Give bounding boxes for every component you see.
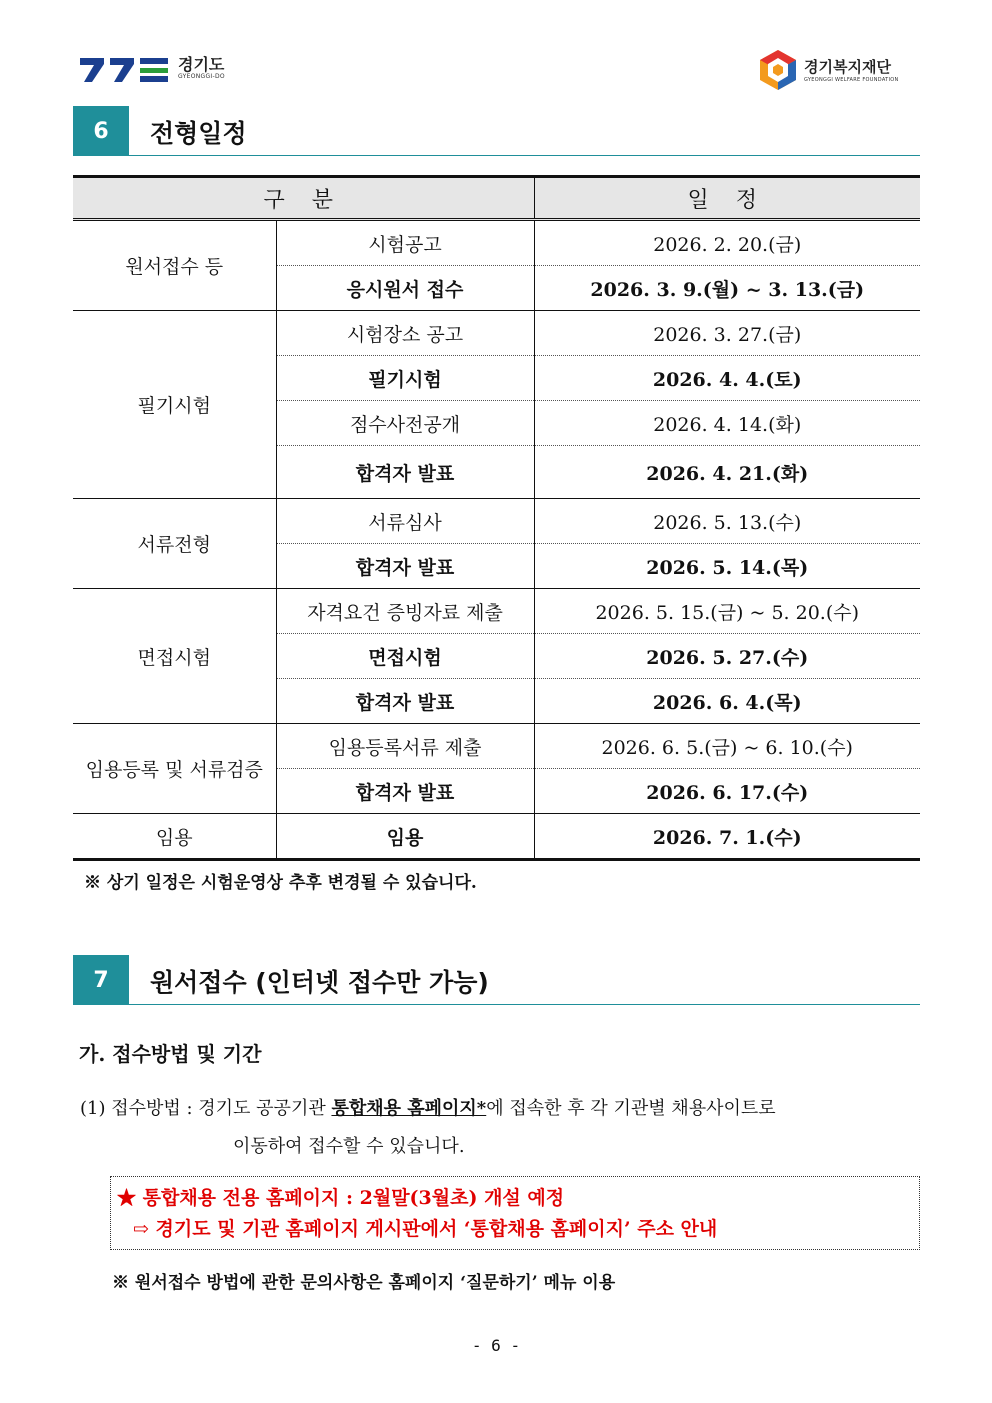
foundation-emblem-icon [758, 48, 798, 92]
date-cell: 2026. 5. 13.(수) [534, 499, 920, 544]
section-7-title: 원서접수 (인터넷 접수만 가능) [150, 968, 489, 997]
table-row [73, 814, 920, 860]
category-cell: 서류전형 [73, 499, 276, 589]
gyeonggi-logo-sub: GYEONGGI-DO [178, 73, 225, 80]
table-row [73, 724, 920, 769]
method-paragraph [80, 1090, 925, 1166]
item-cell: 합격자 발표 [276, 544, 534, 589]
table-row [73, 589, 920, 634]
item-cell: 필기시험 [276, 356, 534, 401]
item-cell: 합격자 발표 [276, 769, 534, 814]
item-cell: 시험공고 [276, 220, 534, 266]
category-cell: 임용 [73, 814, 276, 860]
header-category: 구 분 [73, 177, 534, 220]
section-7-rule [129, 1004, 920, 1005]
date-cell: 2026. 3. 27.(금) [534, 311, 920, 356]
item-cell: 합격자 발표 [276, 446, 534, 499]
foundation-logo-sub: GYEONGGI WELFARE FOUNDATION [804, 77, 899, 83]
category-cell: 면접시험 [73, 589, 276, 724]
page-number: - 6 - [471, 1336, 521, 1355]
item-cell: 합격자 발표 [276, 679, 534, 724]
section-7-number: 7 [73, 955, 129, 1005]
schedule-table [73, 175, 920, 861]
foundation-logo-name: 경기복지재단 [804, 58, 891, 76]
method-line2: 이동하여 접수할 수 있습니다. [233, 1136, 465, 1157]
date-cell: 2026. 3. 9.(월) ~ 3. 13.(금) [534, 266, 920, 311]
method-rest: 에 접속한 후 각 기관별 채용사이트로 [486, 1098, 776, 1119]
subheading-method: 가. 접수방법 및 기간 [79, 1042, 262, 1066]
category-cell: 원서접수 등 [73, 220, 276, 311]
item-cell: 임용등록서류 제출 [276, 724, 534, 769]
notice-line-1: ★ 통합채용 전용 홈페이지 : 2월말(3월초) 개설 예정 [117, 1187, 565, 1209]
gyeonggi-logo [78, 50, 238, 90]
item-cell: 응시원서 접수 [276, 266, 534, 311]
section-6-title: 전형일정 [150, 119, 247, 148]
category-cell: 임용등록 및 서류검증 [73, 724, 276, 814]
item-cell: 점수사전공개 [276, 401, 534, 446]
date-cell: 2026. 4. 4.(토) [534, 356, 920, 401]
header-schedule: 일 정 [534, 177, 920, 220]
section-6-rule [129, 155, 920, 156]
item-cell: 시험장소 공고 [276, 311, 534, 356]
category-cell: 필기시험 [73, 311, 276, 499]
date-cell: 2026. 5. 14.(목) [534, 544, 920, 589]
date-cell: 2026. 2. 20.(금) [534, 220, 920, 266]
gyeonggi-logo-name: 경기도 [178, 55, 225, 74]
item-cell: 임용 [276, 814, 534, 860]
method-label: (1) 접수방법 : 경기도 공공기관 [80, 1098, 332, 1119]
date-cell: 2026. 4. 21.(화) [534, 446, 920, 499]
foundation-logo [758, 48, 928, 92]
date-cell: 2026. 7. 1.(수) [534, 814, 920, 860]
date-cell: 2026. 6. 17.(수) [534, 769, 920, 814]
schedule-note: ※ 상기 일정은 시험운영상 추후 변경될 수 있습니다. [84, 873, 477, 893]
date-cell: 2026. 5. 27.(수) [534, 634, 920, 679]
schedule-table-header [73, 177, 920, 220]
section-6-number: 6 [73, 106, 129, 156]
notice-line-2: ⇨ 경기도 및 기관 홈페이지 게시판에서 ‘통합채용 홈페이지’ 주소 안내 [133, 1218, 718, 1240]
date-cell: 2026. 6. 5.(금) ~ 6. 10.(수) [534, 724, 920, 769]
notice-box [110, 1176, 920, 1250]
gyeonggi-emblem-icon [78, 52, 170, 88]
inquiry-note: ※ 원서접수 방법에 관한 문의사항은 홈페이지 ‘질문하기’ 메뉴 이용 [112, 1273, 616, 1293]
integrated-homepage-link[interactable]: 통합채용 홈페이지* [331, 1098, 487, 1119]
table-row [73, 499, 920, 544]
date-cell: 2026. 6. 4.(목) [534, 679, 920, 724]
item-cell: 자격요건 증빙자료 제출 [276, 589, 534, 634]
date-cell: 2026. 4. 14.(화) [534, 401, 920, 446]
table-row [73, 311, 920, 356]
item-cell: 면접시험 [276, 634, 534, 679]
table-row [73, 220, 920, 266]
item-cell: 서류심사 [276, 499, 534, 544]
date-cell: 2026. 5. 15.(금) ~ 5. 20.(수) [534, 589, 920, 634]
